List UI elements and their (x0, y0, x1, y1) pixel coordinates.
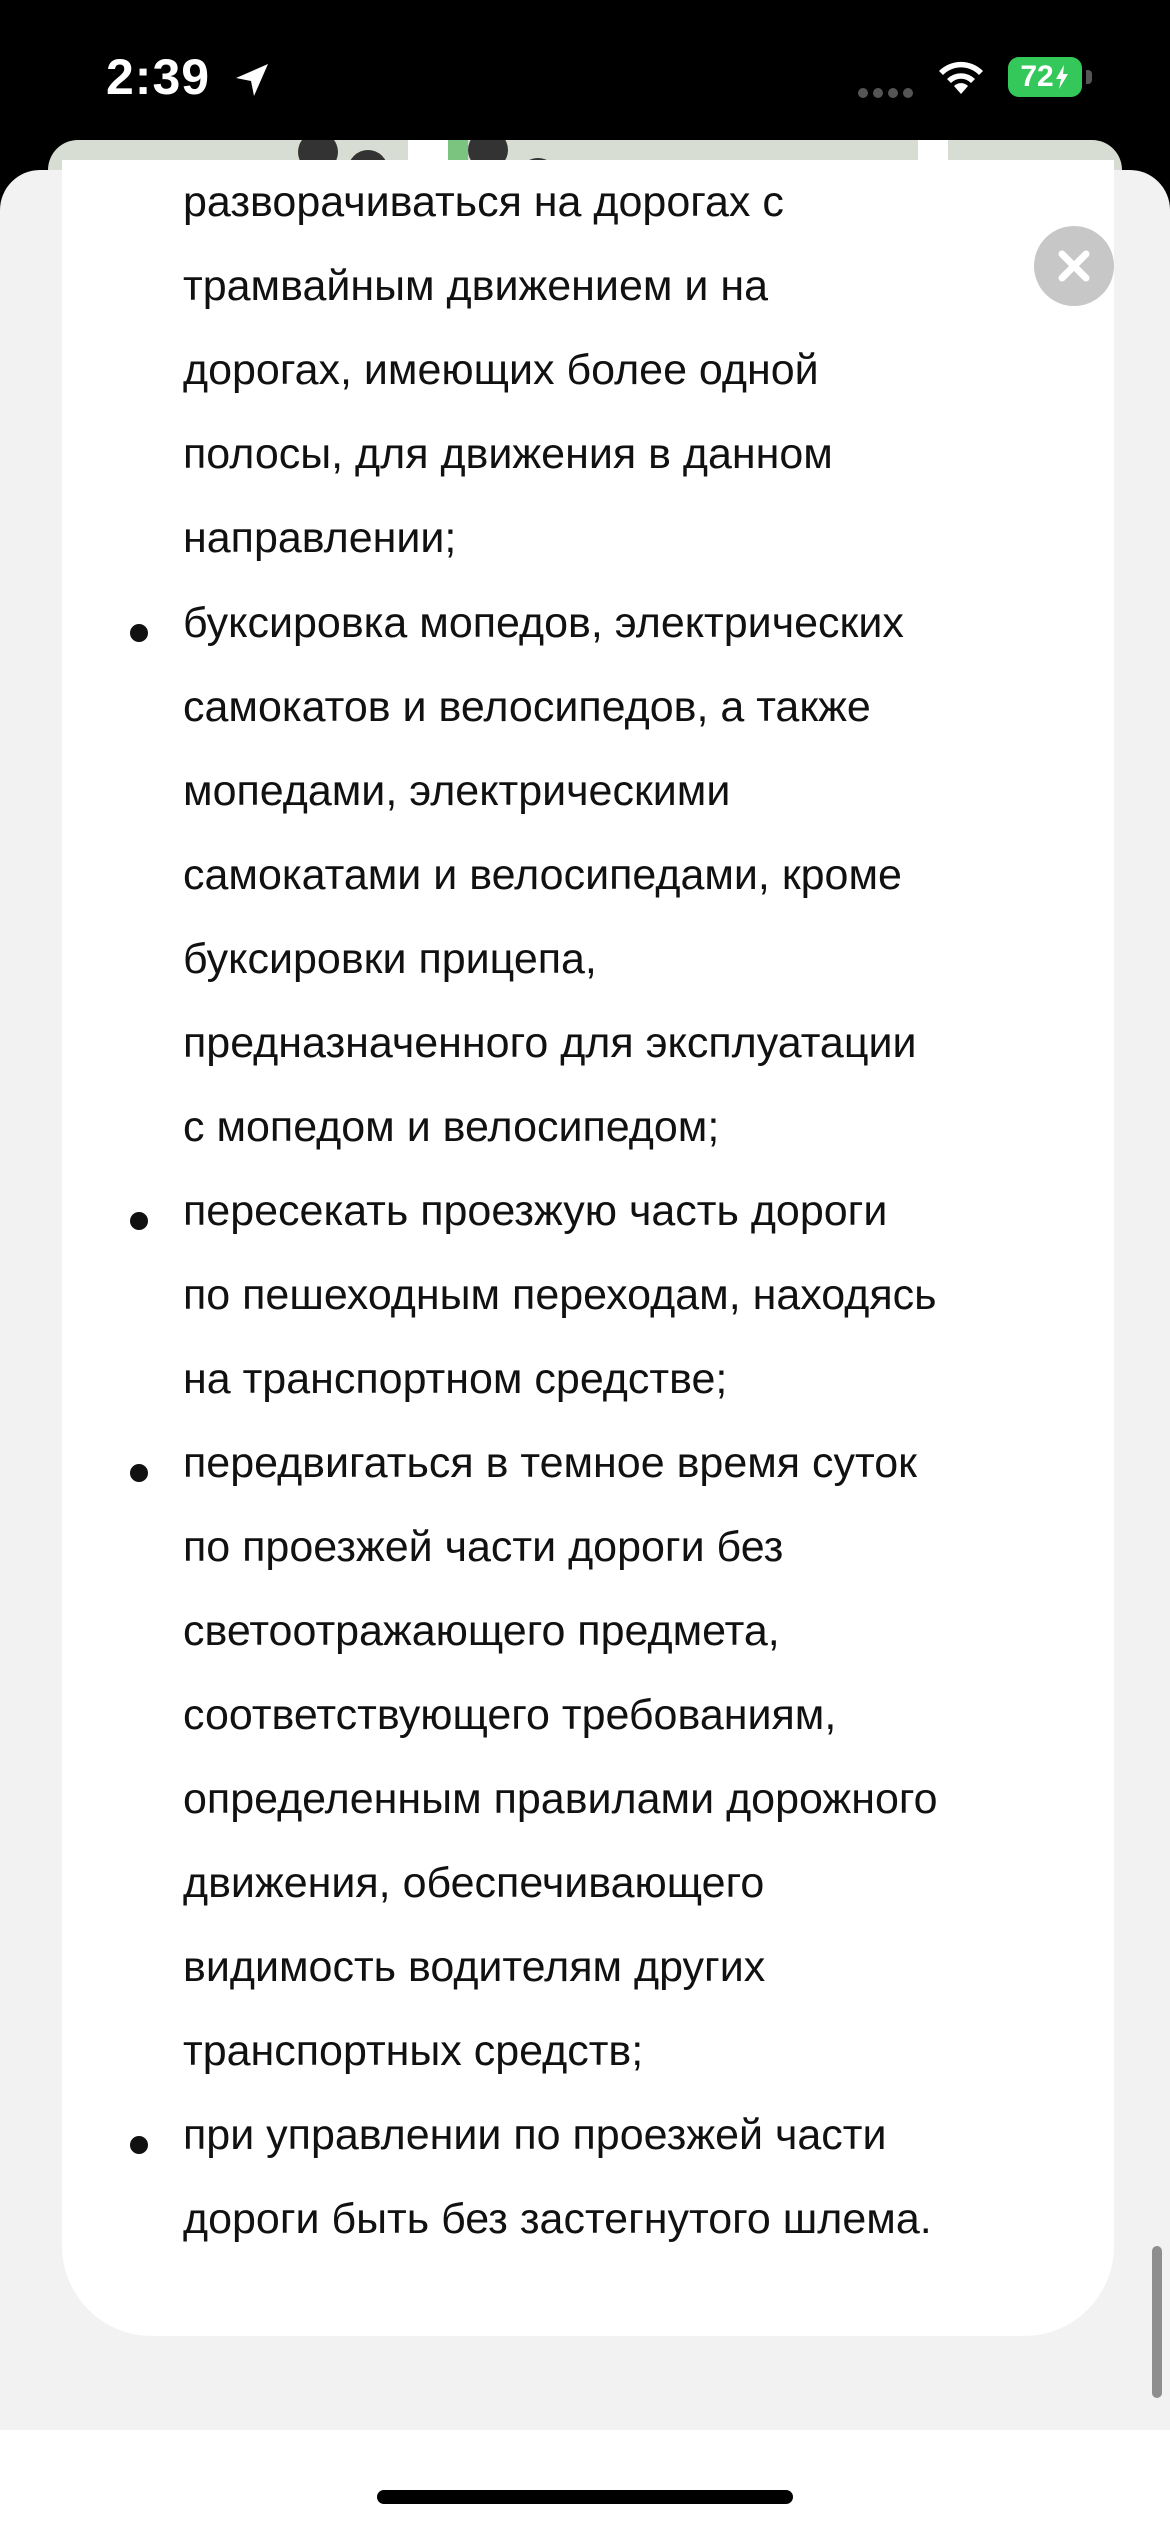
battery-charging-icon (1008, 57, 1082, 97)
bolt-icon (1054, 65, 1070, 89)
text-line: дорогах, имеющих более одной (183, 346, 819, 394)
text-line: видимость водителям других (183, 1943, 766, 1991)
continuation-paragraph (183, 160, 1113, 580)
close-button[interactable] (1034, 226, 1114, 306)
bullet-dot (130, 624, 148, 642)
text-line: на транспортном средстве; (183, 1355, 728, 1403)
text-line: соответствующего требованиям, (183, 1691, 837, 1739)
text-line: по проезжей части дороги без (183, 1523, 784, 1571)
text-line: передвигаться в темное время суток (183, 1439, 917, 1487)
text-line: буксировка мопедов, электрических (183, 599, 904, 647)
text-line: самокатами и велосипедами, кроме (183, 851, 902, 899)
wifi-icon (934, 56, 988, 96)
text-line: буксировки прицепа, (183, 935, 597, 983)
status-time: 2:39 (106, 49, 211, 105)
list-item (183, 2093, 1113, 2261)
text-line: дороги быть без застегнутого шлема. (183, 2195, 932, 2243)
cellular-signal-icon (856, 86, 916, 100)
location-arrow-icon (232, 60, 272, 100)
text-line: определенным правилами дорожного (183, 1775, 938, 1823)
text-line: трамвайным движением и на (183, 262, 768, 310)
text-line: полосы, для движения в данном (183, 430, 833, 478)
text-line: мопедами, электрическими (183, 767, 731, 815)
list-item (183, 581, 1113, 1169)
text-line: разворачиваться на дорогах с (183, 178, 784, 226)
status-bar (0, 0, 1170, 150)
text-line: направлении; (183, 514, 457, 562)
close-icon (1054, 246, 1094, 286)
text-line: движения, обеспечивающего (183, 1859, 765, 1907)
scrollbar[interactable] (1152, 2246, 1162, 2398)
list-item (183, 1421, 1113, 2093)
list-item (183, 1169, 1113, 1421)
bullet-dot (130, 2136, 148, 2154)
battery-cap (1086, 70, 1092, 84)
info-sheet (0, 170, 1170, 2430)
bullet-dot (130, 1464, 148, 1482)
home-indicator[interactable] (377, 2490, 793, 2504)
battery-level: 72 (1020, 60, 1054, 93)
content-card (62, 160, 1114, 2336)
bottom-safe-area (0, 2430, 1170, 2532)
text-line: самокатов и велосипедов, а также (183, 683, 871, 731)
text-line: по пешеходным переходам, находясь (183, 1271, 937, 1319)
text-line: с мопедом и велосипедом; (183, 1103, 720, 1151)
bullet-dot (130, 1212, 148, 1230)
text-line: пересекать проезжую часть дороги (183, 1187, 888, 1235)
text-line: при управлении по проезжей части (183, 2111, 887, 2159)
text-line: светоотражающего предмета, (183, 1607, 780, 1655)
text-line: транспортных средств; (183, 2027, 644, 2075)
text-line: предназначенного для эксплуатации (183, 1019, 917, 1067)
